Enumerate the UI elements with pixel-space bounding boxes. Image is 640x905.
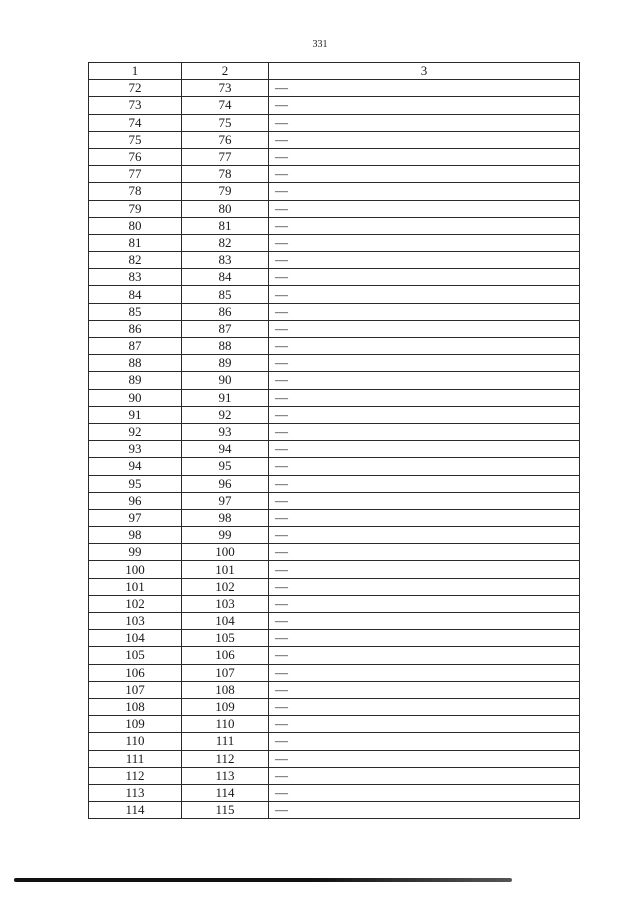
column-header-2: 2 bbox=[182, 63, 269, 80]
cell-col-2: 112 bbox=[182, 750, 269, 767]
table-row bbox=[89, 269, 580, 286]
cell-col-2: 90 bbox=[182, 372, 269, 389]
cell-col-2: 76 bbox=[182, 131, 269, 148]
table-row bbox=[89, 406, 580, 423]
cell-col-3: — bbox=[269, 97, 580, 114]
cell-col-3: — bbox=[269, 355, 580, 372]
cell-col-2: 99 bbox=[182, 527, 269, 544]
cell-col-1: 108 bbox=[89, 698, 182, 715]
cell-col-3: — bbox=[269, 527, 580, 544]
cell-col-1: 114 bbox=[89, 802, 182, 819]
cell-col-1: 80 bbox=[89, 217, 182, 234]
table-row bbox=[89, 509, 580, 526]
table-row bbox=[89, 80, 580, 97]
cell-col-3: — bbox=[269, 389, 580, 406]
table-row bbox=[89, 595, 580, 612]
cell-col-3: — bbox=[269, 200, 580, 217]
table-row bbox=[89, 355, 580, 372]
table-row bbox=[89, 527, 580, 544]
cell-col-2: 88 bbox=[182, 338, 269, 355]
cell-col-3: — bbox=[269, 698, 580, 715]
table-row bbox=[89, 97, 580, 114]
cell-col-3: — bbox=[269, 114, 580, 131]
cell-col-2: 82 bbox=[182, 234, 269, 251]
table-row bbox=[89, 166, 580, 183]
cell-col-2: 78 bbox=[182, 166, 269, 183]
table-row bbox=[89, 544, 580, 561]
table-row bbox=[89, 114, 580, 131]
cell-col-2: 84 bbox=[182, 269, 269, 286]
cell-col-2: 81 bbox=[182, 217, 269, 234]
table-row bbox=[89, 613, 580, 630]
cell-col-3: — bbox=[269, 784, 580, 801]
table-header-row bbox=[89, 63, 580, 80]
cell-col-1: 102 bbox=[89, 595, 182, 612]
cell-col-3: — bbox=[269, 681, 580, 698]
cell-col-2: 77 bbox=[182, 148, 269, 165]
cell-col-2: 93 bbox=[182, 423, 269, 440]
column-header-3: 3 bbox=[269, 63, 580, 80]
cell-col-3: — bbox=[269, 613, 580, 630]
table-row bbox=[89, 252, 580, 269]
table-row bbox=[89, 441, 580, 458]
cell-col-1: 96 bbox=[89, 492, 182, 509]
table-row bbox=[89, 698, 580, 715]
cell-col-3: — bbox=[269, 286, 580, 303]
cell-col-1: 84 bbox=[89, 286, 182, 303]
cell-col-1: 91 bbox=[89, 406, 182, 423]
table-row bbox=[89, 148, 580, 165]
data-table bbox=[88, 62, 580, 819]
bottom-rule bbox=[14, 878, 512, 882]
cell-col-3: — bbox=[269, 458, 580, 475]
page-number: 331 bbox=[312, 39, 328, 50]
table-row bbox=[89, 217, 580, 234]
cell-col-1: 92 bbox=[89, 423, 182, 440]
cell-col-2: 83 bbox=[182, 252, 269, 269]
cell-col-1: 93 bbox=[89, 441, 182, 458]
cell-col-1: 88 bbox=[89, 355, 182, 372]
cell-col-1: 111 bbox=[89, 750, 182, 767]
table-body bbox=[89, 80, 580, 819]
table-row bbox=[89, 372, 580, 389]
cell-col-1: 78 bbox=[89, 183, 182, 200]
table-row bbox=[89, 200, 580, 217]
cell-col-3: — bbox=[269, 716, 580, 733]
table-row bbox=[89, 286, 580, 303]
cell-col-1: 112 bbox=[89, 767, 182, 784]
cell-col-3: — bbox=[269, 80, 580, 97]
cell-col-1: 82 bbox=[89, 252, 182, 269]
cell-col-2: 102 bbox=[182, 578, 269, 595]
table-row bbox=[89, 750, 580, 767]
table-row bbox=[89, 389, 580, 406]
cell-col-3: — bbox=[269, 234, 580, 251]
cell-col-3: — bbox=[269, 441, 580, 458]
cell-col-1: 99 bbox=[89, 544, 182, 561]
cell-col-1: 100 bbox=[89, 561, 182, 578]
cell-col-1: 75 bbox=[89, 131, 182, 148]
cell-col-3: — bbox=[269, 183, 580, 200]
cell-col-3: — bbox=[269, 595, 580, 612]
table-row bbox=[89, 681, 580, 698]
cell-col-2: 94 bbox=[182, 441, 269, 458]
cell-col-2: 87 bbox=[182, 320, 269, 337]
cell-col-1: 77 bbox=[89, 166, 182, 183]
cell-col-2: 115 bbox=[182, 802, 269, 819]
cell-col-1: 106 bbox=[89, 664, 182, 681]
cell-col-3: — bbox=[269, 131, 580, 148]
cell-col-1: 109 bbox=[89, 716, 182, 733]
cell-col-2: 104 bbox=[182, 613, 269, 630]
cell-col-1: 86 bbox=[89, 320, 182, 337]
cell-col-1: 74 bbox=[89, 114, 182, 131]
table-row bbox=[89, 561, 580, 578]
table-row bbox=[89, 492, 580, 509]
cell-col-3: — bbox=[269, 269, 580, 286]
cell-col-1: 94 bbox=[89, 458, 182, 475]
cell-col-1: 107 bbox=[89, 681, 182, 698]
cell-col-2: 73 bbox=[182, 80, 269, 97]
table-row bbox=[89, 802, 580, 819]
cell-col-3: — bbox=[269, 509, 580, 526]
table-row bbox=[89, 716, 580, 733]
cell-col-2: 96 bbox=[182, 475, 269, 492]
cell-col-3: — bbox=[269, 664, 580, 681]
cell-col-2: 105 bbox=[182, 630, 269, 647]
cell-col-1: 98 bbox=[89, 527, 182, 544]
cell-col-3: — bbox=[269, 630, 580, 647]
cell-col-1: 113 bbox=[89, 784, 182, 801]
cell-col-3: — bbox=[269, 406, 580, 423]
cell-col-3: — bbox=[269, 423, 580, 440]
cell-col-3: — bbox=[269, 372, 580, 389]
cell-col-3: — bbox=[269, 578, 580, 595]
cell-col-1: 81 bbox=[89, 234, 182, 251]
cell-col-3: — bbox=[269, 217, 580, 234]
table-row bbox=[89, 733, 580, 750]
cell-col-2: 98 bbox=[182, 509, 269, 526]
cell-col-2: 85 bbox=[182, 286, 269, 303]
cell-col-2: 100 bbox=[182, 544, 269, 561]
cell-col-3: — bbox=[269, 475, 580, 492]
cell-col-2: 110 bbox=[182, 716, 269, 733]
cell-col-3: — bbox=[269, 750, 580, 767]
table-row bbox=[89, 630, 580, 647]
cell-col-1: 72 bbox=[89, 80, 182, 97]
cell-col-2: 103 bbox=[182, 595, 269, 612]
cell-col-2: 75 bbox=[182, 114, 269, 131]
cell-col-3: — bbox=[269, 166, 580, 183]
cell-col-3: — bbox=[269, 320, 580, 337]
table-row bbox=[89, 578, 580, 595]
table-row bbox=[89, 664, 580, 681]
cell-col-1: 105 bbox=[89, 647, 182, 664]
cell-col-3: — bbox=[269, 338, 580, 355]
cell-col-2: 91 bbox=[182, 389, 269, 406]
cell-col-3: — bbox=[269, 492, 580, 509]
cell-col-2: 86 bbox=[182, 303, 269, 320]
table-row bbox=[89, 338, 580, 355]
cell-col-2: 109 bbox=[182, 698, 269, 715]
table-row bbox=[89, 303, 580, 320]
cell-col-3: — bbox=[269, 544, 580, 561]
cell-col-1: 103 bbox=[89, 613, 182, 630]
cell-col-1: 110 bbox=[89, 733, 182, 750]
cell-col-1: 73 bbox=[89, 97, 182, 114]
table-row bbox=[89, 647, 580, 664]
cell-col-2: 101 bbox=[182, 561, 269, 578]
table-row bbox=[89, 234, 580, 251]
column-header-1: 1 bbox=[89, 63, 182, 80]
cell-col-3: — bbox=[269, 733, 580, 750]
cell-col-3: — bbox=[269, 802, 580, 819]
cell-col-2: 97 bbox=[182, 492, 269, 509]
cell-col-3: — bbox=[269, 647, 580, 664]
cell-col-1: 83 bbox=[89, 269, 182, 286]
cell-col-2: 95 bbox=[182, 458, 269, 475]
cell-col-2: 106 bbox=[182, 647, 269, 664]
cell-col-3: — bbox=[269, 303, 580, 320]
cell-col-3: — bbox=[269, 148, 580, 165]
cell-col-1: 101 bbox=[89, 578, 182, 595]
cell-col-2: 92 bbox=[182, 406, 269, 423]
cell-col-2: 79 bbox=[182, 183, 269, 200]
table-row bbox=[89, 320, 580, 337]
table-row bbox=[89, 767, 580, 784]
cell-col-1: 87 bbox=[89, 338, 182, 355]
cell-col-1: 79 bbox=[89, 200, 182, 217]
cell-col-2: 74 bbox=[182, 97, 269, 114]
table-row bbox=[89, 131, 580, 148]
cell-col-3: — bbox=[269, 767, 580, 784]
cell-col-2: 80 bbox=[182, 200, 269, 217]
cell-col-3: — bbox=[269, 252, 580, 269]
table-row bbox=[89, 183, 580, 200]
cell-col-2: 113 bbox=[182, 767, 269, 784]
table-row bbox=[89, 475, 580, 492]
cell-col-2: 89 bbox=[182, 355, 269, 372]
cell-col-2: 111 bbox=[182, 733, 269, 750]
cell-col-2: 114 bbox=[182, 784, 269, 801]
cell-col-1: 95 bbox=[89, 475, 182, 492]
cell-col-1: 89 bbox=[89, 372, 182, 389]
cell-col-1: 85 bbox=[89, 303, 182, 320]
cell-col-2: 107 bbox=[182, 664, 269, 681]
cell-col-1: 104 bbox=[89, 630, 182, 647]
cell-col-1: 76 bbox=[89, 148, 182, 165]
cell-col-3: — bbox=[269, 561, 580, 578]
table-row bbox=[89, 423, 580, 440]
table-row bbox=[89, 784, 580, 801]
cell-col-1: 97 bbox=[89, 509, 182, 526]
cell-col-1: 90 bbox=[89, 389, 182, 406]
table-row bbox=[89, 458, 580, 475]
cell-col-2: 108 bbox=[182, 681, 269, 698]
